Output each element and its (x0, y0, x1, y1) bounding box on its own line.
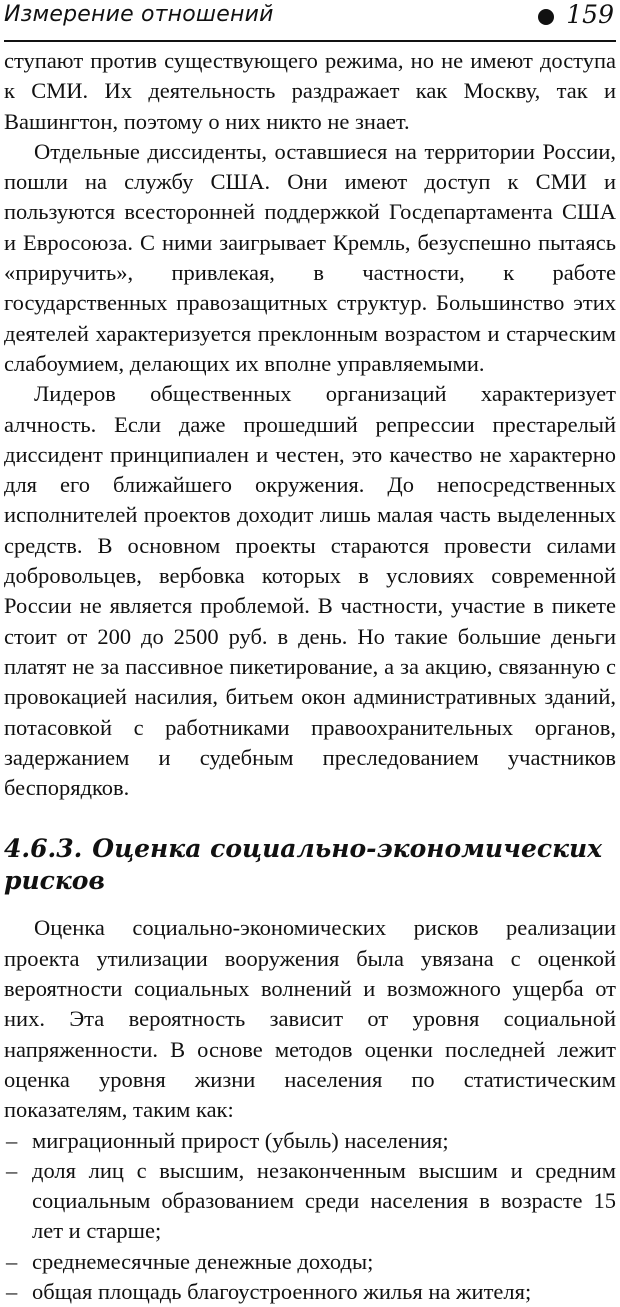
list-item-text: доля лиц с высшим, незаконченным высшим и средним социальным образованием среди населения в возрасте 15 лет и старше; (32, 1158, 616, 1244)
list-item (4, 1277, 616, 1307)
list-item (4, 1247, 616, 1277)
list-item-text: общая площадь благоустроенного жилья на жителя; (32, 1279, 531, 1304)
page-number: 159 (566, 0, 614, 29)
section-heading (4, 833, 616, 897)
list-item-text: миграционный прирост (убыль) населения; (32, 1128, 449, 1153)
running-head (4, 0, 616, 42)
section-title: Оценка социально-экономических рисков (4, 834, 602, 895)
list-item (4, 1126, 616, 1156)
indicator-list (4, 1126, 616, 1307)
paragraph-2: Отдельные диссиденты, оставшиеся на территории России, пошли на службу США. Они имеют доступ к СМИ и пользуются всесторонней поддержкой Госдепартамента США и Евросоюза. С ними заигрывает Кремль, безуспешно пытаясь «приручить», привлекая, в частности, к работе государственных правозащитных структур. Большинство этих деятелей характеризуется преклонным возрастом и старческим слабоумием, делающих их вполне управляемыми. (4, 137, 616, 379)
bullet-dot-icon (538, 9, 554, 25)
dash-marker: – (6, 1156, 17, 1186)
body-text (4, 46, 616, 1307)
dash-marker: – (6, 1126, 17, 1156)
paragraph-3: Лидеров общественных организаций характеризует алчность. Если даже прошедший репрессии престарелый диссидент принципиален и честен, это качество не характерно для его ближайшего окружения. До непосредственных исполнителей проектов доходит лишь малая часть выделенных средств. В основном проекты стараются провести силами добровольцев, вербовка которых в условиях современной России не является проблемой. В частности, участие в пикете стоит от 200 до 2500 руб. в день. Но такие большие деньги платят не за пассивное пикетирование, а за акцию, связанную с провокацией насилия, битьем окон административных зданий, потасовкой с работниками правоохранительных органов, задержанием и судебным преследованием участников беспорядков. (4, 379, 616, 803)
list-item-text: среднемесячные денежные доходы; (32, 1249, 373, 1274)
paragraph-1: ступают против существующего режима, но не имеют доступа к СМИ. Их деятельность раздражает как Москву, так и Вашингтон, поэтому о них никто не знает. (4, 46, 616, 137)
page-number-group (538, 0, 614, 29)
list-item (4, 1156, 616, 1247)
dash-marker: – (6, 1247, 17, 1277)
running-title: Измерение отношений (4, 2, 274, 27)
paragraph-4: Оценка социально-экономических рисков реализации проекта утилизации вооружения была увязана с оценкой вероятности социальных волнений и возможного ущерба от них. Эта вероятность зависит от уровня социальной напряженности. В основе методов оценки последней лежит оценка уровня жизни населения по статистическим показателям, таким как: (4, 913, 616, 1125)
section-number: 4.6.3. (4, 834, 82, 863)
dash-marker: – (6, 1277, 17, 1307)
